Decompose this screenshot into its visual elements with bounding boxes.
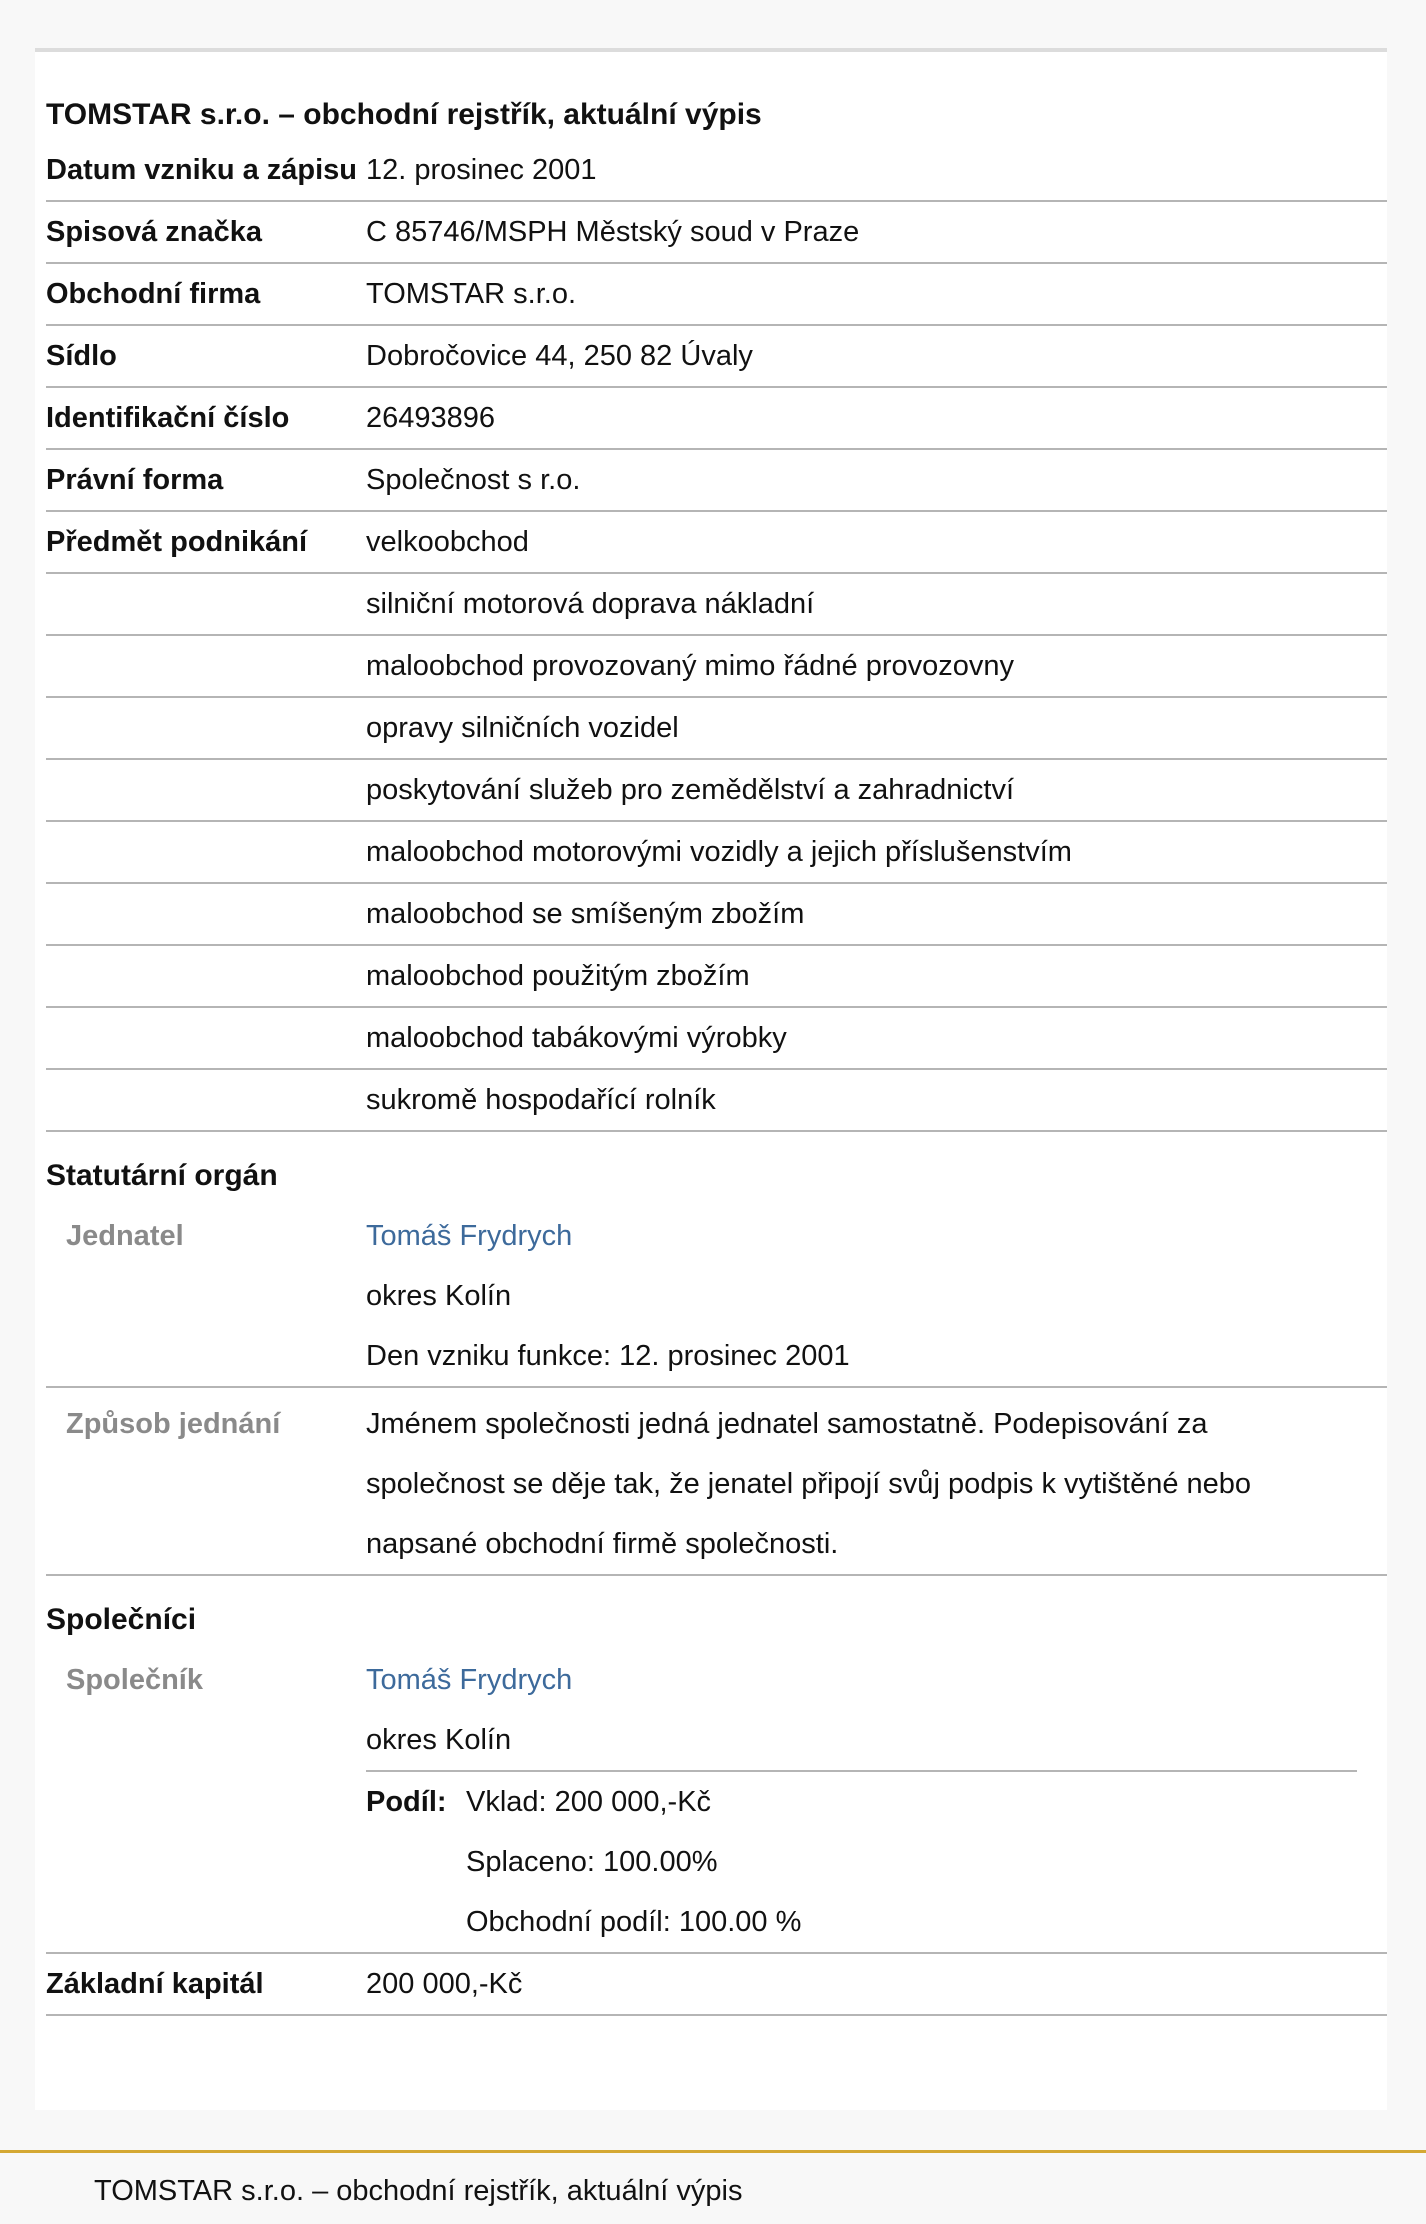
row-ico xyxy=(46,388,1387,450)
podil-splaceno: Splaceno: 100.00% xyxy=(466,1846,718,1878)
datum-value: 12. prosinec 2001 xyxy=(366,154,597,186)
row-predmet-3 xyxy=(46,698,1387,760)
empty-label xyxy=(46,822,366,882)
podil-label: Podíl: xyxy=(366,1786,447,1818)
spolecnik-name-link[interactable]: Tomáš Frydrych xyxy=(366,1664,573,1696)
podil-block xyxy=(366,1770,1357,1952)
empty-label xyxy=(46,946,366,1006)
row-predmet-0 xyxy=(46,512,1387,574)
spolecnik-details xyxy=(366,1650,1387,1952)
jednatel-den-vzniku: Den vzniku funkce: 12. prosinec 2001 xyxy=(366,1340,850,1372)
row-zpusob xyxy=(46,1388,1387,1576)
row-jednatel xyxy=(46,1206,1387,1388)
row-kapital xyxy=(46,1954,1387,2016)
footer-title: TOMSTAR s.r.o. – obchodní rejstřík, aktuální výpis xyxy=(94,2175,743,2207)
jednatel-details xyxy=(366,1206,1387,1386)
row-datum xyxy=(46,140,1387,202)
predmet-item: silniční motorová doprava nákladní xyxy=(366,588,815,620)
firma-label: Obchodní firma xyxy=(46,278,261,310)
predmet-item: maloobchod provozovaný mimo řádné provozovny xyxy=(366,650,1015,682)
spis-label: Spisová značka xyxy=(46,216,262,248)
ico-value: 26493896 xyxy=(366,402,496,434)
kapital-value: 200 000,-Kč xyxy=(366,1968,523,2000)
register-card xyxy=(35,48,1387,2110)
empty-label xyxy=(46,636,366,696)
predmet-item: velkoobchod xyxy=(366,526,529,558)
sidlo-value: Dobročovice 44, 250 82 Úvaly xyxy=(366,340,753,372)
row-predmet-1 xyxy=(46,574,1387,636)
forma-label: Právní forma xyxy=(46,464,224,496)
empty-label xyxy=(46,1008,366,1068)
firma-value: TOMSTAR s.r.o. xyxy=(366,278,577,310)
empty-label xyxy=(46,698,366,758)
row-forma xyxy=(46,450,1387,512)
row-firma xyxy=(46,264,1387,326)
row-spolecnik xyxy=(46,1650,1387,1954)
row-predmet-8 xyxy=(46,1008,1387,1070)
predmet-item: maloobchod tabákovými výrobky xyxy=(366,1022,787,1054)
register-content xyxy=(46,96,1387,2016)
row-predmet-9 xyxy=(46,1070,1387,1132)
row-predmet-6 xyxy=(46,884,1387,946)
spolecnik-okres: okres Kolín xyxy=(366,1724,512,1756)
sidlo-label: Sídlo xyxy=(46,340,117,372)
empty-label xyxy=(46,574,366,634)
jednatel-name-link[interactable]: Tomáš Frydrych xyxy=(366,1220,573,1252)
row-predmet-5 xyxy=(46,822,1387,884)
spolecnici-heading: Společníci xyxy=(46,1603,197,1636)
row-predmet-4 xyxy=(46,760,1387,822)
predmet-item: maloobchod se smíšeným zbožím xyxy=(366,898,805,930)
footer xyxy=(0,2150,1426,2224)
podil-vklad: Vklad: 200 000,-Kč xyxy=(466,1786,712,1818)
row-spis xyxy=(46,202,1387,264)
empty-label xyxy=(46,884,366,944)
predmet-item: poskytování služeb pro zemědělství a zahradnictví xyxy=(366,774,1014,806)
ico-label: Identifikační číslo xyxy=(46,402,290,434)
spolecnik-label: Společník xyxy=(66,1664,203,1696)
predmet-item: maloobchod motorovými vozidly a jejich příslušenstvím xyxy=(366,836,1072,868)
row-predmet-2 xyxy=(46,636,1387,698)
empty-label xyxy=(46,760,366,820)
predmet-item: maloobchod použitým zbožím xyxy=(366,960,750,992)
statutarni-heading: Statutární orgán xyxy=(46,1159,278,1192)
empty-label xyxy=(46,1070,366,1130)
zpusob-label: Způsob jednání xyxy=(66,1408,281,1440)
predmet-item: opravy silničních vozidel xyxy=(366,712,679,744)
zpusob-text: Jménem společnosti jedná jednatel samostatně. Podepisování za společnost se děje tak, že jenatel připojí svůj podpis k vytištěné nebo napsané obchodní firmě společnosti. xyxy=(366,1408,1252,1560)
kapital-label: Základní kapitál xyxy=(46,1968,264,2000)
podil-values xyxy=(466,1772,1357,1952)
predmet-label: Předmět podnikání xyxy=(46,526,308,558)
jednatel-label: Jednatel xyxy=(66,1220,184,1252)
page-title: TOMSTAR s.r.o. – obchodní rejstřík, aktuální výpis xyxy=(46,98,762,131)
spis-value: C 85746/MSPH Městský soud v Praze xyxy=(366,216,860,248)
jednatel-okres: okres Kolín xyxy=(366,1280,512,1312)
row-sidlo xyxy=(46,326,1387,388)
forma-value: Společnost s r.o. xyxy=(366,464,581,496)
datum-label: Datum vzniku a zápisu xyxy=(46,154,358,186)
predmet-item: sukromě hospodařící rolník xyxy=(366,1084,716,1116)
row-predmet-7 xyxy=(46,946,1387,1008)
podil-obchodni: Obchodní podíl: 100.00 % xyxy=(466,1906,802,1938)
